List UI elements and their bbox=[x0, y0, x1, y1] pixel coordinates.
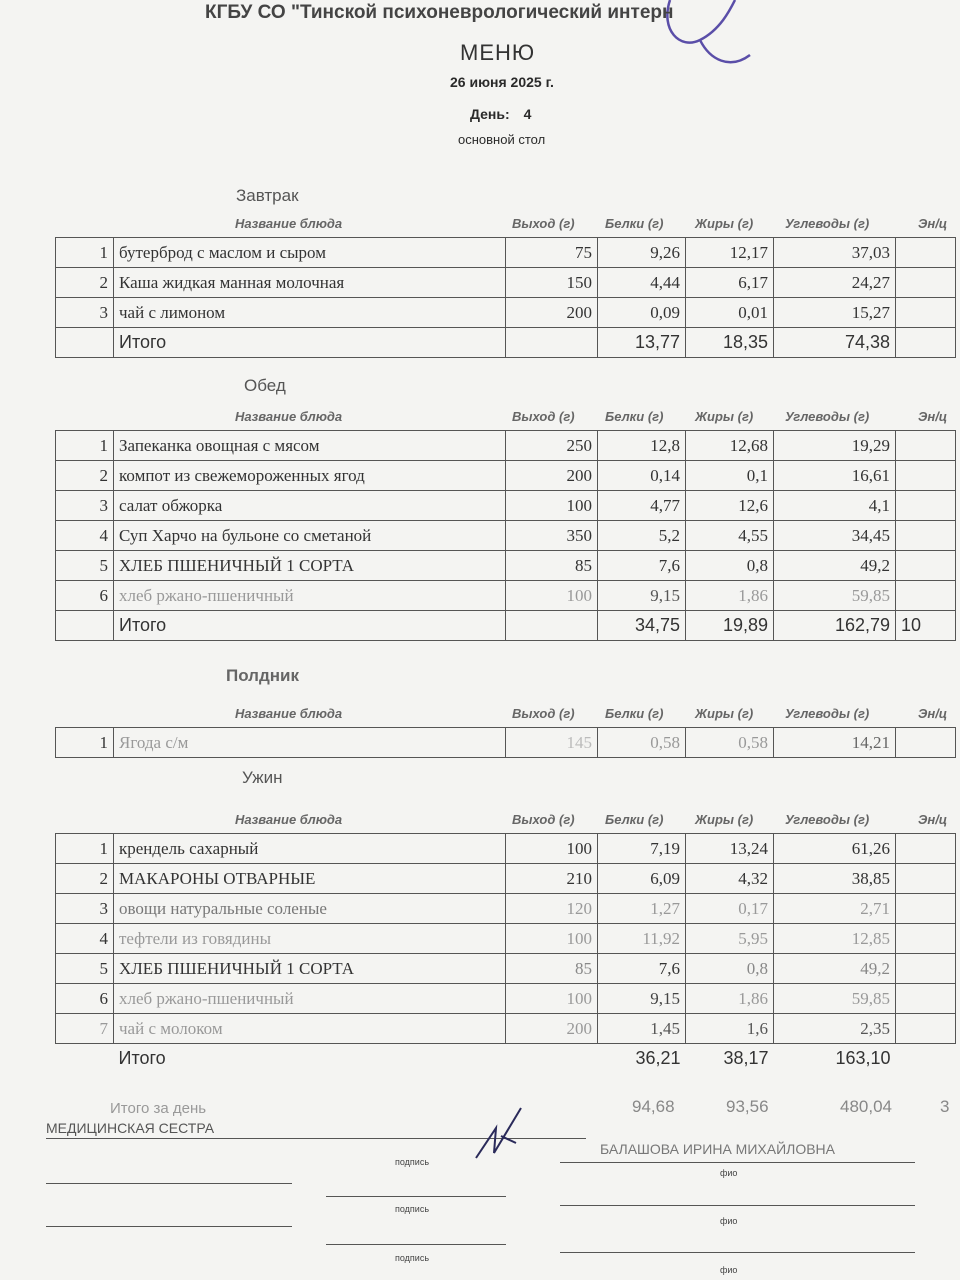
fio-caption: фио bbox=[720, 1168, 738, 1178]
day-total-protein: 94,68 bbox=[632, 1097, 675, 1116]
table-row: 6 хлеб ржано-пшеничный 100 9,15 1,86 59,85 bbox=[56, 984, 956, 1014]
podpis-caption: подпись bbox=[395, 1253, 430, 1263]
table-row: 1 Запеканка овощная с мясом 250 12,8 12,68 19,29 bbox=[56, 431, 956, 461]
day-total-energy: 3 bbox=[940, 1097, 950, 1116]
col-carbs: Углеводы (г) bbox=[785, 216, 870, 231]
col-output: Выход (г) bbox=[512, 216, 575, 231]
column-header-row bbox=[50, 216, 960, 234]
signature-line bbox=[326, 1196, 506, 1197]
table-row: 3 чай с лимоном 200 0,09 0,01 15,27 bbox=[56, 298, 956, 328]
day-total-carbs: 480,04 bbox=[840, 1097, 892, 1116]
table-row: 4 Суп Харчо на бульоне со сметаной 350 5,2 4,55 34,45 bbox=[56, 521, 956, 551]
col-protein: Белки (г) bbox=[605, 216, 664, 231]
total-row: Итого 34,75 19,89 162,79 10 bbox=[56, 611, 956, 641]
nurse-name: БАЛАШОВА ИРИНА МИХАЙЛОВНА bbox=[600, 1141, 835, 1157]
day-total-fat: 93,56 bbox=[726, 1097, 769, 1116]
total-row: Итого 36,21 38,17 163,10 bbox=[56, 1044, 956, 1074]
handwritten-signature bbox=[466, 1098, 536, 1168]
col-energy: Эн/ц bbox=[918, 216, 948, 231]
table-row: 1 бутерброд с маслом и сыром 75 9,26 12,17 37,03 bbox=[56, 238, 956, 268]
total-row: Итого 13,77 18,35 74,38 bbox=[56, 328, 956, 358]
column-header-row: Название блюда Выход (г) Белки (г) Жиры (г) Углеводы (г) Эн/ц bbox=[235, 706, 948, 721]
table-row: 6 хлеб ржано-пшеничный 100 9,15 1,86 59,85 bbox=[56, 581, 956, 611]
day-total-label: Итого за день bbox=[110, 1100, 207, 1117]
fio-caption: фио bbox=[720, 1216, 738, 1226]
day-label: День: bbox=[470, 106, 510, 122]
table-row: 1 крендель сахарный 100 7,19 13,24 61,26 bbox=[56, 834, 956, 864]
fio-caption: фио bbox=[720, 1265, 738, 1275]
table-row: 2 компот из свежемороженных ягод 200 0,14 0,1 16,61 bbox=[56, 461, 956, 491]
col-name: Название блюда bbox=[235, 216, 343, 231]
table-row: 2 Каша жидкая манная молочная 150 4,44 6,17 24,27 bbox=[56, 268, 956, 298]
dinner-table bbox=[55, 833, 956, 1073]
organization-name: КГБУ СО "Тинской психоневрологический интерн bbox=[205, 2, 674, 23]
table-row: 5 ХЛЕБ ПШЕНИЧНЫЙ 1 СОРТА 85 7,6 0,8 49,2 bbox=[56, 551, 956, 581]
fio-line bbox=[560, 1162, 915, 1163]
menu-date: 26 июня 2025 г. bbox=[450, 74, 554, 90]
section-title-lunch: Обед bbox=[244, 376, 286, 395]
table-row: 2 МАКАРОНЫ ОТВАРНЫЕ 210 6,09 4,32 38,85 bbox=[56, 864, 956, 894]
table-type: основной стол bbox=[458, 132, 546, 147]
podpis-caption: подпись bbox=[395, 1204, 430, 1214]
table-row: 3 овощи натуральные соленые 120 1,27 0,17 2,71 bbox=[56, 894, 956, 924]
table-row: 5 ХЛЕБ ПШЕНИЧНЫЙ 1 СОРТА 85 7,6 0,8 49,2 bbox=[56, 954, 956, 984]
signature-line bbox=[46, 1183, 292, 1184]
table-row: 7 чай с молоком 200 1,45 1,6 2,35 bbox=[56, 1014, 956, 1044]
fio-line bbox=[560, 1205, 915, 1206]
snack-table bbox=[55, 727, 956, 758]
fio-line bbox=[560, 1252, 915, 1253]
signature-line bbox=[326, 1244, 506, 1245]
section-title-breakfast: Завтрак bbox=[236, 186, 299, 205]
table-row: 4 тефтели из говядины 100 11,92 5,95 12,85 bbox=[56, 924, 956, 954]
table-row: 3 салат обжорка 100 4,77 12,6 4,1 bbox=[56, 491, 956, 521]
section-title-dinner: Ужин bbox=[242, 768, 283, 787]
table-row: 1 Ягода с/м 145 0,58 0,58 14,21 bbox=[56, 728, 956, 758]
nurse-label: МЕДИЦИНСКАЯ СЕСТРА bbox=[46, 1120, 215, 1136]
col-fat: Жиры (г) bbox=[695, 216, 754, 231]
day-value: 4 bbox=[523, 106, 532, 122]
document-title: МЕНЮ bbox=[460, 40, 536, 65]
section-title-snack: Полдник bbox=[226, 666, 299, 685]
column-header-row: Название блюда Выход (г) Белки (г) Жиры (г) Углеводы (г) Эн/ц bbox=[235, 812, 948, 827]
breakfast-table bbox=[55, 237, 956, 358]
signature-line bbox=[46, 1226, 292, 1227]
column-header-row: Название блюда Выход (г) Белки (г) Жиры (г) Углеводы (г) Эн/ц bbox=[235, 409, 948, 424]
podpis-caption: подпись bbox=[395, 1157, 430, 1167]
lunch-table bbox=[55, 430, 956, 641]
day-number bbox=[470, 106, 531, 122]
